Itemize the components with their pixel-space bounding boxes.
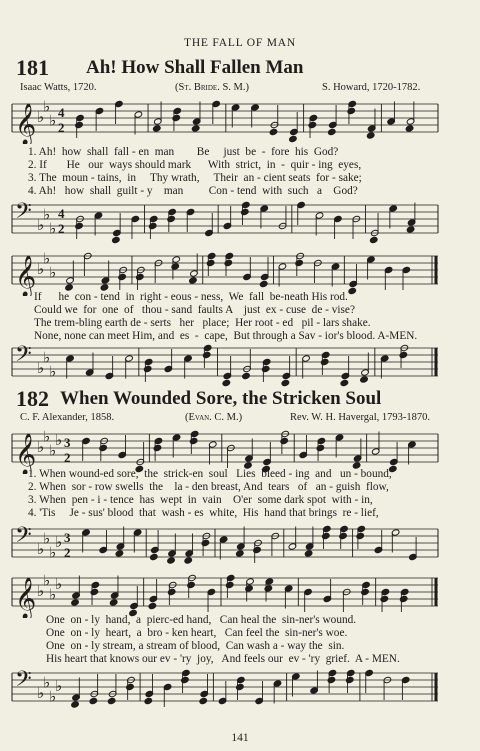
meter-denominator: 2 xyxy=(64,450,71,465)
flat-icon: ♭ xyxy=(43,348,51,367)
tune-credit: (St. Bride. S. M.) xyxy=(175,82,249,93)
treble-clef-icon: 𝄞 xyxy=(15,104,37,144)
meter-denominator: 2 xyxy=(64,545,71,560)
flat-icon: ♭ xyxy=(43,97,51,116)
treble-clef-icon: 𝄞 xyxy=(15,256,37,296)
staff-engraving xyxy=(10,521,440,569)
bass-clef-icon: 𝄢 xyxy=(15,199,32,229)
hymn-title: Ah! How Shall Fallen Man xyxy=(86,57,304,78)
page-number: 141 xyxy=(231,732,249,744)
flat-icon: ♭ xyxy=(37,359,45,377)
flat-icon: ♭ xyxy=(43,529,51,548)
bass-clef-icon: 𝄢 xyxy=(15,523,32,553)
music-staff xyxy=(10,197,440,245)
flat-icon: ♭ xyxy=(43,249,51,268)
staff-engraving xyxy=(10,96,440,144)
music-staff xyxy=(10,570,440,618)
flat-icon: ♭ xyxy=(43,205,51,224)
verse-line: 4. 'Tis Je - sus' blood that wash - es white, His hand that brings re - lief, xyxy=(28,507,379,519)
meter-numerator: 3 xyxy=(64,530,71,545)
verse-line: One on - ly hand, a pierc-ed hand, Can heal the sin-ner's wound. xyxy=(46,614,357,626)
staff-engraving xyxy=(10,570,440,618)
flat-icon: ♭ xyxy=(49,219,57,238)
meter-denominator: 2 xyxy=(58,120,65,135)
verse-line: The trem-bling earth de - serts her place; Her root - ed pil - lars shake. xyxy=(34,317,371,329)
flat-icon: ♭ xyxy=(37,540,45,558)
author-credit: Isaac Watts, 1720. xyxy=(20,82,97,93)
composer-credit: S. Howard, 1720-1782. xyxy=(322,82,421,93)
verse-line: 2. When sor - row swells the la - den breast, And tears of an - guish flow, xyxy=(28,481,389,493)
verse-line: 1. When wound-ed sore, the strick-en soul Lies bleed - ing and un - bound, xyxy=(28,468,392,480)
staff-engraving xyxy=(10,248,440,296)
hymn-number: 182 xyxy=(16,386,49,411)
staff-engraving xyxy=(10,665,440,713)
bass-clef-icon: 𝄢 xyxy=(15,667,32,697)
flat-icon: ♭ xyxy=(55,533,63,551)
flat-icon: ♭ xyxy=(55,575,63,593)
meter-numerator: 4 xyxy=(58,105,65,120)
music-staff xyxy=(10,521,440,569)
section-title: THE FALL OF MAN xyxy=(184,37,296,49)
verse-line: One on - ly heart, a bro - ken heart, Can feel the sin-ner's woe. xyxy=(46,627,348,639)
staff-engraving xyxy=(10,426,440,474)
flat-icon: ♭ xyxy=(43,571,51,590)
author-credit: C. F. Alexander, 1858. xyxy=(20,412,115,423)
verse-line: One on - ly stream, a stream of blood, Can wash a - way the sin. xyxy=(46,640,345,652)
bass-clef-icon: 𝄢 xyxy=(15,342,32,372)
flat-icon: ♭ xyxy=(37,684,45,702)
flat-icon: ♭ xyxy=(49,111,57,130)
flat-icon: ♭ xyxy=(37,438,45,456)
music-staff xyxy=(10,340,440,388)
treble-clef-icon: 𝄞 xyxy=(15,434,37,474)
flat-icon: ♭ xyxy=(49,585,57,604)
flat-icon: ♭ xyxy=(55,677,63,695)
hymn-number: 181 xyxy=(16,55,49,80)
flat-icon: ♭ xyxy=(49,362,57,381)
flat-icon: ♭ xyxy=(37,260,45,278)
flat-icon: ♭ xyxy=(37,582,45,600)
meter-denominator: 2 xyxy=(58,221,65,236)
verse-line: 2. If He our ways should mark With strict, in - quir - ing eyes, xyxy=(28,159,362,171)
verse-line: 3. The moun - tains, in Thy wrath, Their an - cient seats for - sake; xyxy=(28,172,362,184)
treble-clef-icon: 𝄞 xyxy=(15,578,37,618)
music-staff xyxy=(10,96,440,144)
tune-credit: (Evan. C. M.) xyxy=(185,412,243,423)
flat-icon: ♭ xyxy=(55,431,63,449)
verse-line: None, none can meet Him, and es - cape, But through a Sav - ior's blood. A-MEN. xyxy=(34,330,418,342)
flat-icon: ♭ xyxy=(43,673,51,692)
staff-engraving xyxy=(10,197,440,245)
verse-line: 3. When pen - i - tence has wept in vain O'er some dark spot with - in, xyxy=(28,494,373,506)
verse-line: Could we for one of thou - sand faults A just ex - cuse de - vise? xyxy=(34,304,355,316)
verse-line: His heart that knows our ev - 'ry joy, And feels our ev - 'ry grief. A - MEN. xyxy=(46,653,400,665)
flat-icon: ♭ xyxy=(43,427,51,446)
meter-numerator: 4 xyxy=(58,206,65,221)
flat-icon: ♭ xyxy=(37,108,45,126)
flat-icon: ♭ xyxy=(49,441,57,460)
music-staff xyxy=(10,426,440,474)
music-staff xyxy=(10,248,440,296)
verse-line: If he con - tend in right - eous - ness, We fall be-neath His rod. xyxy=(34,291,348,303)
music-staff xyxy=(10,665,440,713)
staff-engraving xyxy=(10,340,440,388)
verse-line: 4. Ah! how shall guilt - y man Con - tend with such a God? xyxy=(28,185,358,197)
flat-icon: ♭ xyxy=(49,543,57,562)
flat-icon: ♭ xyxy=(49,263,57,282)
meter-numerator: 3 xyxy=(64,435,71,450)
composer-credit: Rev. W. H. Havergal, 1793-1870. xyxy=(290,412,430,423)
flat-icon: ♭ xyxy=(49,687,57,706)
verse-line: 1. Ah! how shall fall - en man Be just be - fore his God? xyxy=(28,146,339,158)
flat-icon: ♭ xyxy=(37,216,45,234)
hymn-title: When Wounded Sore, the Stricken Soul xyxy=(60,388,382,409)
